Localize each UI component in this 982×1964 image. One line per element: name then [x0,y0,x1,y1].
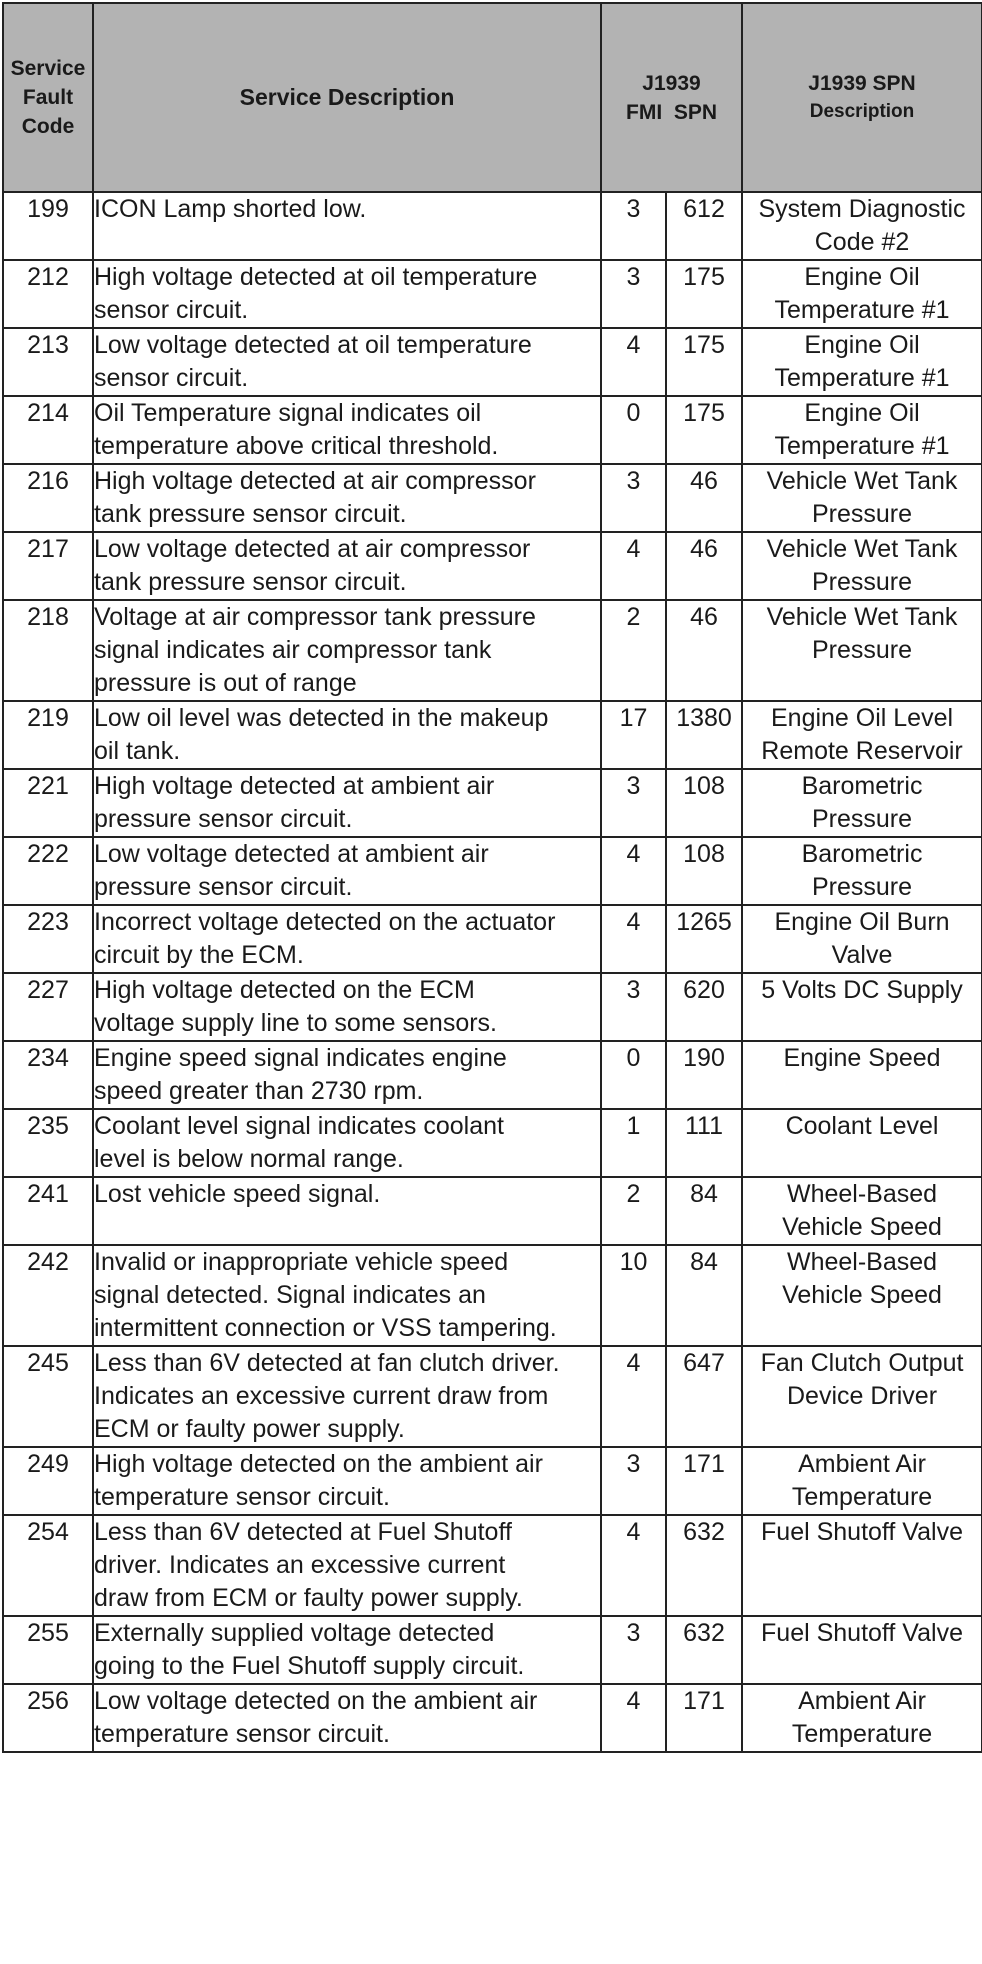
spn-description-line: Barometric [801,840,923,868]
table-row [3,1447,982,1515]
header-code-line: Code [21,115,75,138]
header-spn-description [742,3,982,192]
header-service-description: Service Description [93,3,601,192]
fault-code-cell: 235 [3,1109,93,1177]
spn-description-line: Barometric [801,772,923,800]
table-row [3,1684,982,1752]
table-row [3,1245,982,1346]
header-service-fault-code [3,3,93,192]
spn-description-line: Engine Oil Level [770,704,954,732]
service-description-cell [93,769,601,837]
description-line: pressure is out of range [94,669,357,697]
spn-description-line: Fuel Shutoff Valve [761,1619,963,1647]
spn-cell: 46 [666,464,742,532]
fmi-cell: 1 [601,1109,666,1177]
table-row [3,1041,982,1109]
fmi-cell: 3 [601,192,666,260]
fmi-cell: 4 [601,328,666,396]
description-line: Voltage at air compressor tank pressure [94,603,536,631]
service-description-cell [93,1447,601,1515]
spn-cell: 46 [666,600,742,701]
fault-code-cell: 219 [3,701,93,769]
spn-description-line: Coolant Level [785,1112,939,1140]
table-row [3,1515,982,1616]
fault-code-cell: 199 [3,192,93,260]
description-line: Low voltage detected at air compressor [94,535,531,563]
spn-description-cell [742,1515,982,1616]
spn-cell: 84 [666,1245,742,1346]
description-line: temperature sensor circuit. [94,1483,390,1511]
spn-description-line: Engine Oil [804,263,920,291]
description-line: ICON Lamp shorted low. [94,195,367,223]
table-row [3,1177,982,1245]
spn-cell: 632 [666,1515,742,1616]
spn-description-line: Pressure [811,636,913,664]
service-description-cell [93,192,601,260]
fmi-cell: 2 [601,600,666,701]
service-description-cell [93,396,601,464]
table-row [3,328,982,396]
header-j1939-title: J1939 [642,71,701,95]
description-line: speed greater than 2730 rpm. [94,1077,424,1105]
spn-description-cell [742,905,982,973]
header-spn: SPN [673,100,718,124]
fmi-cell: 2 [601,1177,666,1245]
service-description-cell [93,1177,601,1245]
spn-cell: 647 [666,1346,742,1447]
spn-description-line: Temperature [791,1720,933,1748]
description-line: Lost vehicle speed signal. [94,1180,381,1208]
description-line: temperature above critical threshold. [94,432,499,460]
description-line: level is below normal range. [94,1145,404,1173]
description-line: High voltage detected at air compressor [94,467,536,495]
spn-description-line: Device Driver [787,1382,938,1410]
table-row [3,1109,982,1177]
fmi-cell: 3 [601,769,666,837]
table-body [3,192,982,1752]
fmi-cell: 3 [601,973,666,1041]
description-line: Engine speed signal indicates engine [94,1044,507,1072]
spn-cell: 171 [666,1447,742,1515]
spn-description-cell [742,1616,982,1684]
header-fmi-spn-line [602,98,741,127]
service-description-cell [93,464,601,532]
fault-code-cell: 222 [3,837,93,905]
description-line: Indicates an excessive current draw from [94,1382,549,1410]
description-line: Low voltage detected at oil temperature [94,331,532,359]
fault-code-cell: 214 [3,396,93,464]
spn-description-cell [742,837,982,905]
table-header [3,3,982,192]
spn-cell: 108 [666,837,742,905]
table-row [3,837,982,905]
spn-description-line: Fuel Shutoff Valve [761,1518,963,1546]
spn-cell: 111 [666,1109,742,1177]
fault-code-cell: 245 [3,1346,93,1447]
spn-description-cell [742,532,982,600]
fmi-cell: 0 [601,1041,666,1109]
description-line: pressure sensor circuit. [94,805,353,833]
service-description-cell [93,1684,601,1752]
service-description-cell [93,1245,601,1346]
spn-description-line: Engine Oil Burn [774,908,950,936]
spn-description-cell [742,1177,982,1245]
table-row [3,769,982,837]
spn-cell: 190 [666,1041,742,1109]
description-line: voltage supply line to some sensors. [94,1009,497,1037]
header-spn-desc-sub: Description [809,100,915,122]
fault-code-cell: 213 [3,328,93,396]
spn-description-cell [742,701,982,769]
service-description-cell [93,532,601,600]
description-line: pressure sensor circuit. [94,873,353,901]
spn-description-cell [742,1041,982,1109]
spn-description-cell [742,973,982,1041]
fault-code-cell: 254 [3,1515,93,1616]
spn-cell: 1380 [666,701,742,769]
spn-description-cell [742,464,982,532]
spn-cell: 612 [666,192,742,260]
spn-description-line: Pressure [811,873,913,901]
description-line: Incorrect voltage detected on the actuator [94,908,556,936]
fault-code-cell: 221 [3,769,93,837]
fmi-cell: 4 [601,1346,666,1447]
spn-description-cell [742,1245,982,1346]
spn-description-line: Temperature #1 [774,432,950,460]
spn-description-line: Vehicle Wet Tank [766,535,958,563]
spn-description-cell [742,600,982,701]
service-description-cell [93,1041,601,1109]
fmi-cell: 0 [601,396,666,464]
fault-code-cell: 212 [3,260,93,328]
fmi-cell: 4 [601,532,666,600]
spn-cell: 171 [666,1684,742,1752]
spn-description-cell [742,1346,982,1447]
table-row [3,260,982,328]
table-row [3,396,982,464]
fmi-cell: 4 [601,905,666,973]
description-line: tank pressure sensor circuit. [94,500,407,528]
table-row [3,1616,982,1684]
spn-description-line: Pressure [811,500,913,528]
description-line: High voltage detected on the ambient air [94,1450,543,1478]
fmi-cell: 4 [601,837,666,905]
service-description-cell [93,328,601,396]
fmi-cell: 3 [601,464,666,532]
table-row [3,905,982,973]
spn-description-line: Pressure [811,568,913,596]
table-row [3,600,982,701]
description-line: Externally supplied voltage detected [94,1619,495,1647]
fault-code-cell: 255 [3,1616,93,1684]
spn-description-line: Vehicle Wet Tank [766,603,958,631]
spn-description-line: Vehicle Speed [782,1213,942,1241]
spn-description-line: System Diagnostic [758,195,966,223]
spn-cell: 175 [666,396,742,464]
spn-description-cell [742,1447,982,1515]
fmi-cell: 4 [601,1515,666,1616]
service-description-cell [93,1616,601,1684]
header-spn-desc-title: J1939 SPN [808,71,916,95]
fault-code-cell: 256 [3,1684,93,1752]
fault-code-cell: 234 [3,1041,93,1109]
description-line: Less than 6V detected at fan clutch driver. [94,1349,560,1377]
spn-cell: 46 [666,532,742,600]
header-j1939-fmi-spn [601,3,742,192]
spn-description-line: Vehicle Speed [782,1281,942,1309]
service-description-cell [93,973,601,1041]
description-line: sensor circuit. [94,296,249,324]
spn-description-line: Wheel-Based [786,1248,938,1276]
service-description-cell [93,1346,601,1447]
spn-cell: 632 [666,1616,742,1684]
fault-code-cell: 218 [3,600,93,701]
description-line: temperature sensor circuit. [94,1720,390,1748]
spn-cell: 108 [666,769,742,837]
spn-description-line: Vehicle Wet Tank [766,467,958,495]
spn-description-cell [742,328,982,396]
service-description-cell [93,600,601,701]
header-code-line: Service [10,57,86,80]
spn-description-line: Temperature [791,1483,933,1511]
header-row [3,3,982,192]
fault-code-cell: 249 [3,1447,93,1515]
description-line: circuit by the ECM. [94,941,304,969]
spn-description-cell [742,192,982,260]
service-description-cell [93,837,601,905]
spn-description-line: Engine Oil [804,399,920,427]
description-line: signal indicates air compressor tank [94,636,492,664]
fault-code-cell: 223 [3,905,93,973]
spn-description-line: Temperature #1 [774,296,950,324]
service-description-cell [93,1109,601,1177]
table-row [3,192,982,260]
table-row [3,1346,982,1447]
description-line: High voltage detected at ambient air [94,772,495,800]
description-line: Coolant level signal indicates coolant [94,1112,504,1140]
description-line: tank pressure sensor circuit. [94,568,407,596]
description-line: Low voltage detected on the ambient air [94,1687,538,1715]
table-row [3,532,982,600]
spn-cell: 84 [666,1177,742,1245]
fmi-cell: 4 [601,1684,666,1752]
fault-code-cell: 242 [3,1245,93,1346]
description-line: driver. Indicates an excessive current [94,1551,506,1579]
spn-description-line: Valve [831,941,893,969]
description-line: oil tank. [94,737,181,765]
spn-description-line: Wheel-Based [786,1180,938,1208]
fault-code-cell: 227 [3,973,93,1041]
service-description-cell [93,905,601,973]
spn-description-cell [742,769,982,837]
description-line: Oil Temperature signal indicates oil [94,399,482,427]
spn-description-cell [742,260,982,328]
spn-description-line: Pressure [811,805,913,833]
spn-description-line: 5 Volts DC Supply [761,976,963,1004]
service-description-cell [93,701,601,769]
spn-description-line: Code #2 [814,228,910,256]
spn-cell: 175 [666,260,742,328]
table-row [3,973,982,1041]
fmi-cell: 10 [601,1245,666,1346]
description-line: intermittent connection or VSS tampering. [94,1314,557,1342]
table-row [3,701,982,769]
spn-description-line: Ambient Air [798,1450,926,1478]
description-line: draw from ECM or faulty power supply. [94,1584,523,1612]
spn-description-line: Engine Speed [783,1044,941,1072]
spn-description-line: Temperature #1 [774,364,950,392]
header-fmi: FMI [626,100,663,124]
fault-code-table [2,2,982,1753]
spn-description-line: Ambient Air [798,1687,926,1715]
service-description-cell [93,1515,601,1616]
fault-code-cell: 241 [3,1177,93,1245]
table-row [3,464,982,532]
fmi-cell: 3 [601,1616,666,1684]
description-line: Low voltage detected at ambient air [94,840,489,868]
description-line: going to the Fuel Shutoff supply circuit. [94,1652,525,1680]
description-line: ECM or faulty power supply. [94,1415,405,1443]
fault-code-cell: 216 [3,464,93,532]
spn-cell: 175 [666,328,742,396]
spn-description-line: Remote Reservoir [761,737,963,765]
spn-cell: 1265 [666,905,742,973]
description-line: signal detected. Signal indicates an [94,1281,486,1309]
fault-code-cell: 217 [3,532,93,600]
description-line: High voltage detected on the ECM [94,976,475,1004]
fmi-cell: 17 [601,701,666,769]
description-line: Low oil level was detected in the makeup [94,704,549,732]
spn-description-cell [742,396,982,464]
description-line: Invalid or inappropriate vehicle speed [94,1248,509,1276]
fmi-cell: 3 [601,260,666,328]
spn-description-line: Engine Oil [804,331,920,359]
spn-description-line: Fan Clutch Output [760,1349,964,1377]
fmi-cell: 3 [601,1447,666,1515]
description-line: Less than 6V detected at Fuel Shutoff [94,1518,512,1546]
description-line: sensor circuit. [94,364,249,392]
spn-description-cell [742,1109,982,1177]
description-line: High voltage detected at oil temperature [94,263,538,291]
header-code-line: Fault [22,86,74,109]
spn-description-cell [742,1684,982,1752]
service-description-cell [93,260,601,328]
spn-cell: 620 [666,973,742,1041]
